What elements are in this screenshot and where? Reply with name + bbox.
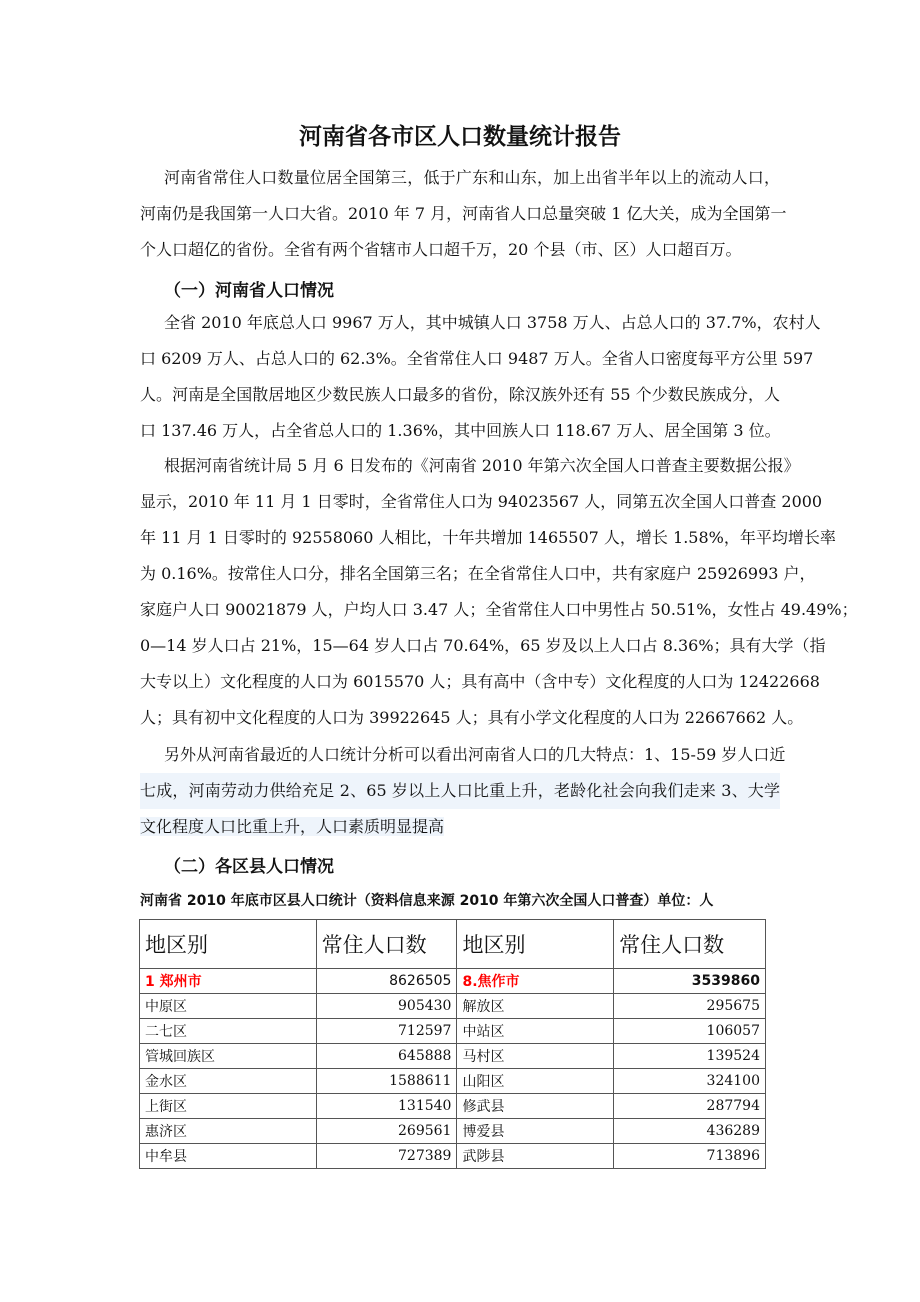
region-cell: 管城回族区: [140, 1044, 317, 1069]
document-title: 河南省各市区人口数量统计报告: [299, 124, 621, 150]
region-cell: 中原区: [140, 994, 317, 1019]
region-cell: 解放区: [457, 994, 614, 1019]
table-row: [140, 1069, 766, 1094]
table-row: [140, 1094, 766, 1119]
population-cell: 712597: [316, 1019, 457, 1044]
text-line: 个人口超亿的省份。全省有两个省辖市人口超千万，20 个县（市、区）人口超百万。: [140, 240, 742, 259]
highlighted-text: 文化程度人口比重上升，人口素质明显提高: [140, 817, 445, 836]
city-population: 3539860: [614, 969, 766, 994]
text-line: 河南仍是我国第一人口大省。2010 年 7 月，河南省人口总量突破 1 亿大关，成为全国第一: [140, 204, 787, 223]
region-cell: 金水区: [140, 1069, 317, 1094]
population-cell: 139524: [614, 1044, 766, 1069]
city-name: 1 郑州市: [140, 969, 317, 994]
region-cell: 马村区: [457, 1044, 614, 1069]
text-line: 口 6209 万人、占总人口的 62.3%。全省常住人口 9487 万人。全省人口密度每平方公里 597: [140, 349, 814, 368]
region-cell: 山阳区: [457, 1069, 614, 1094]
paragraph-features: [140, 737, 786, 845]
text-line: 全省 2010 年底总人口 9967 万人，其中城镇人口 3758 万人、占总人口的 37.7%，农村人: [164, 313, 821, 332]
population-cell: 1588611: [316, 1069, 457, 1094]
region-cell: 惠济区: [140, 1119, 317, 1144]
text-line: 显示，2010 年 11 月 1 日零时，全省常住人口为 94023567 人，同第五次全国人口普查 2000: [140, 492, 823, 511]
text-line: 0—14 岁人口占 21%，15—64 岁人口占 70.64%，65 岁及以上人口占 8.36%；具有大学（指: [140, 636, 826, 655]
text-line: 七成，河南劳动力供给充足 2、65 岁以上人口比重上升，老龄化社会向我们走来 3、大学: [140, 773, 780, 809]
population-cell: 645888: [316, 1044, 457, 1069]
table-row: [140, 1044, 766, 1069]
population-cell: 436289: [614, 1119, 766, 1144]
text-line: 人。河南是全国散居地区少数民族人口最多的省份，除汉族外还有 55 个少数民族成分，人: [140, 385, 780, 404]
region-cell: 中牟县: [140, 1144, 317, 1169]
population-cell: 727389: [316, 1144, 457, 1169]
population-cell: 131540: [316, 1094, 457, 1119]
section-heading-1: （一）河南省人口情况: [164, 281, 334, 301]
region-cell: 二七区: [140, 1019, 317, 1044]
text-line: 河南省常住人口数量位居全国第三，低于广东和山东，加上出省半年以上的流动人口，: [164, 168, 780, 187]
paragraph-population-overview: [140, 305, 821, 449]
population-cell: 269561: [316, 1119, 457, 1144]
text-line: 口 137.46 万人，占全省总人口的 1.36%，其中回族人口 118.67 万人、居全国第 3 位。: [140, 421, 781, 440]
region-cell: 上街区: [140, 1094, 317, 1119]
table-row: [140, 1119, 766, 1144]
text-line: 大专以上）文化程度的人口为 6015570 人；具有高中（含中专）文化程度的人口为 12422668: [140, 672, 820, 691]
population-cell: 287794: [614, 1094, 766, 1119]
header-region: 地区别: [457, 920, 614, 969]
city-name: 8.焦作市: [457, 969, 614, 994]
header-population: 常住人口数: [316, 920, 457, 969]
text-line: 根据河南省统计局 5 月 6 日发布的《河南省 2010 年第六次全国人口普查主要数据公报》: [164, 456, 800, 475]
header-population: 常住人口数: [614, 920, 766, 969]
text-line: 年 11 月 1 日零时的 92558060 人相比，十年共增加 1465507 人，增长 1.58%，年平均增长率: [140, 528, 836, 547]
population-cell: 295675: [614, 994, 766, 1019]
population-cell: 106057: [614, 1019, 766, 1044]
table-row: [140, 994, 766, 1019]
region-cell: 中站区: [457, 1019, 614, 1044]
text-line: [140, 809, 780, 845]
table-row: [140, 1144, 766, 1169]
text-line: 另外从河南省最近的人口统计分析可以看出河南省人口的几大特点：1、15-59 岁人口近: [164, 745, 786, 764]
city-population: 8626505: [316, 969, 457, 994]
text-line: 为 0.16%。按常住人口分，排名全国第三名；在全省常住人口中，共有家庭户 25926993 户，: [140, 564, 816, 583]
population-table: [139, 919, 766, 1169]
section-heading-2: （二）各区县人口情况: [164, 857, 334, 877]
table-row: [140, 1019, 766, 1044]
population-cell: 324100: [614, 1069, 766, 1094]
header-region: 地区别: [140, 920, 317, 969]
text-line: 家庭户人口 90021879 人，户均人口 3.47 人；全省常住人口中男性占 50.51%，女性占 49.49%；: [140, 600, 858, 619]
city-total-row: [140, 969, 766, 994]
region-cell: 博爱县: [457, 1119, 614, 1144]
population-cell: 905430: [316, 994, 457, 1019]
population-cell: 713896: [614, 1144, 766, 1169]
region-cell: 武陟县: [457, 1144, 614, 1169]
paragraph-census-bulletin: [140, 448, 858, 736]
intro-paragraph: [140, 160, 787, 268]
text-line: 人；具有初中文化程度的人口为 39922645 人；具有小学文化程度的人口为 22667662 人。: [140, 708, 804, 727]
table-header-row: [140, 920, 766, 969]
region-cell: 修武县: [457, 1094, 614, 1119]
table-caption: 河南省 2010 年底市区县人口统计（资料信息来源 2010 年第六次全国人口普查）单位：人: [140, 893, 714, 909]
